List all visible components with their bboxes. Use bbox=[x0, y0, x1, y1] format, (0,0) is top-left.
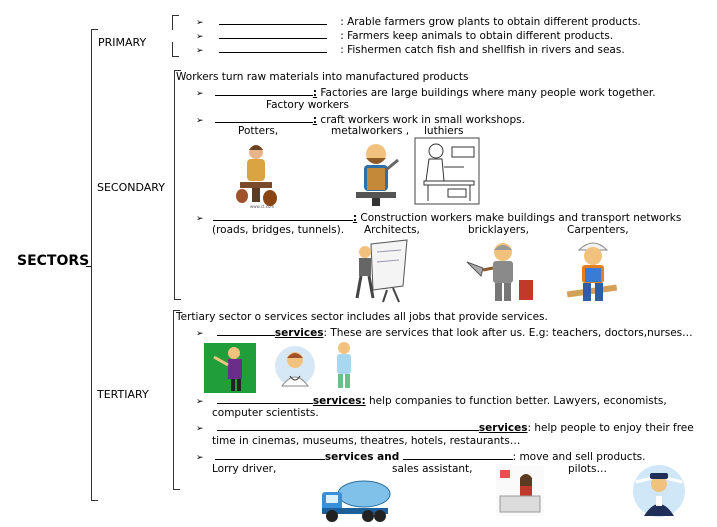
job-carpenters: Carpenters, bbox=[567, 224, 629, 236]
metalworker-illustration bbox=[350, 140, 402, 206]
craft-luthiers: luthiers bbox=[424, 125, 464, 137]
secondary-label: SECONDARY bbox=[97, 181, 165, 194]
primary-text-2: : Farmers keep animals to obtain different products. bbox=[340, 30, 614, 42]
answer-blank[interactable] bbox=[215, 86, 313, 96]
primary-row-1 bbox=[196, 15, 641, 28]
tertiary-row-4 bbox=[196, 450, 646, 463]
services-word: services: bbox=[312, 395, 366, 407]
tertiary-bracket bbox=[173, 310, 180, 490]
craft-metalworkers: metalworkers , bbox=[331, 125, 410, 137]
services-text-3: : help people to enjoy their free bbox=[527, 422, 694, 434]
bullet-icon: ➢ bbox=[196, 214, 204, 224]
bullet-icon: ➢ bbox=[196, 453, 204, 463]
answer-blank[interactable] bbox=[403, 450, 513, 460]
colon: : bbox=[312, 87, 318, 99]
factories-text: Factories are large buildings where many people work together. bbox=[317, 87, 656, 99]
job-architects: Architects, bbox=[364, 224, 420, 236]
answer-blank[interactable] bbox=[213, 211, 353, 221]
page-title: SECTORS bbox=[17, 253, 90, 269]
job-sales-assistant: sales assistant, bbox=[392, 463, 473, 475]
nurse-illustration bbox=[332, 340, 356, 390]
answer-blank[interactable] bbox=[217, 394, 313, 404]
job-lorry-driver: Lorry driver, bbox=[212, 463, 277, 475]
bullet-icon: ➢ bbox=[196, 329, 204, 339]
potter-illustration bbox=[232, 140, 280, 210]
services-line2-3: time in cinemas, museums, theatres, hotels, restaurants… bbox=[212, 435, 521, 447]
doctor-illustration bbox=[274, 342, 316, 390]
colon: : bbox=[312, 114, 318, 126]
primary-brace-top bbox=[172, 15, 179, 30]
primary-row-2 bbox=[196, 29, 613, 42]
primary-text-1: : Arable farmers grow plants to obtain different products. bbox=[340, 16, 641, 28]
colon: : bbox=[352, 212, 358, 224]
title-underline bbox=[86, 266, 91, 267]
primary-text-3: : Fishermen catch fish and shellfish in rivers and seas. bbox=[340, 44, 625, 56]
services-text-1: : These are services that look after us. E.g: teachers, doctors,nurses… bbox=[323, 327, 693, 339]
bullet-icon: ➢ bbox=[196, 397, 204, 407]
services-text-2: help companies to function better. Lawyers, economists, bbox=[365, 395, 667, 407]
secondary-intro: Workers turn raw materials into manufactured products bbox=[176, 71, 469, 83]
tertiary-label: TERTIARY bbox=[97, 388, 149, 401]
services-text-4: : move and sell products. bbox=[512, 451, 646, 463]
pilot-illustration bbox=[632, 464, 686, 518]
answer-blank[interactable] bbox=[217, 421, 479, 431]
bricklayer-illustration bbox=[463, 240, 537, 306]
svg-text:www.ct.com: www.ct.com bbox=[250, 204, 275, 209]
sales-assistant-illustration bbox=[496, 466, 544, 516]
tertiary-intro: Tertiary sector o services sector includes all jobs that provide services. bbox=[176, 311, 548, 323]
services-and-word: services and bbox=[324, 451, 400, 463]
bullet-icon: ➢ bbox=[196, 18, 204, 28]
bullet-icon: ➢ bbox=[196, 116, 204, 126]
carpenter-illustration bbox=[563, 238, 623, 304]
teacher-illustration bbox=[204, 343, 256, 393]
construction-text: Construction workers make buildings and transport networks bbox=[357, 212, 682, 224]
lorry-illustration bbox=[318, 474, 392, 524]
primary-label: PRIMARY bbox=[98, 36, 147, 49]
answer-blank[interactable] bbox=[219, 29, 327, 39]
answer-blank[interactable] bbox=[219, 43, 327, 53]
bullet-icon: ➢ bbox=[196, 424, 204, 434]
job-bricklayers: bricklayers, bbox=[468, 224, 529, 236]
factory-workers-label: Factory workers bbox=[266, 99, 349, 111]
services-word: services bbox=[274, 327, 324, 339]
primary-brace-bottom bbox=[172, 42, 179, 57]
tertiary-row-2 bbox=[196, 394, 667, 407]
answer-blank[interactable] bbox=[219, 15, 327, 25]
tertiary-row-3 bbox=[196, 421, 694, 434]
answer-blank[interactable] bbox=[215, 450, 325, 460]
services-word: services bbox=[478, 422, 528, 434]
answer-blank[interactable] bbox=[215, 113, 313, 123]
job-pilots: pilots… bbox=[568, 463, 608, 475]
services-line2-2: computer scientists. bbox=[212, 407, 319, 419]
craft-potters: Potters, bbox=[238, 125, 279, 137]
secondary-bracket bbox=[174, 70, 181, 300]
bullet-icon: ➢ bbox=[196, 89, 204, 99]
construction-line2: (roads, bridges, tunnels). bbox=[212, 224, 345, 236]
bullet-icon: ➢ bbox=[196, 32, 204, 42]
luthier-illustration bbox=[414, 137, 480, 205]
primary-row-3 bbox=[196, 43, 625, 56]
secondary-row-1 bbox=[196, 86, 656, 99]
craft-text: craft workers work in small workshops. bbox=[317, 114, 525, 126]
secondary-row-3 bbox=[196, 211, 681, 224]
answer-blank[interactable] bbox=[217, 326, 275, 336]
tertiary-row-1 bbox=[196, 326, 693, 339]
bullet-icon: ➢ bbox=[196, 46, 204, 56]
sectors-bracket bbox=[91, 29, 98, 501]
architect-illustration bbox=[353, 238, 411, 304]
